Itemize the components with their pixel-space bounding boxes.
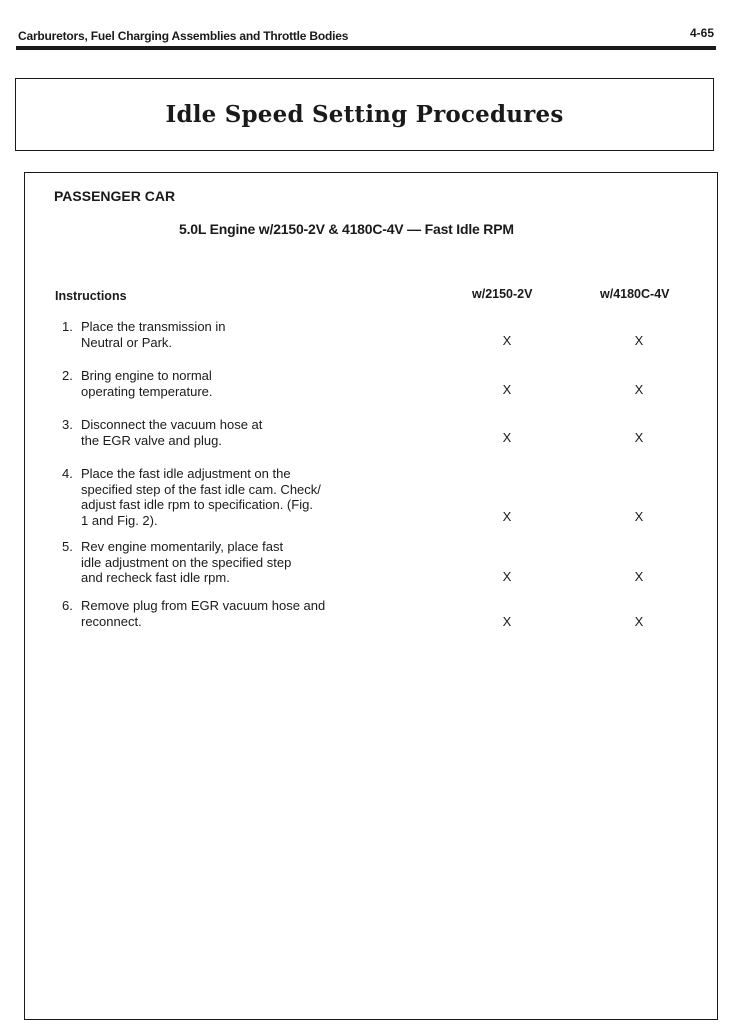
running-head-title: Carburetors, Fuel Charging Assemblies and Throttle Bodies xyxy=(18,29,349,43)
check-mark-4180c-4v: X xyxy=(634,430,644,445)
procedure-step xyxy=(62,539,362,586)
check-mark-2150-2v: X xyxy=(502,333,512,348)
step-text: Rev engine momentarily, place fast idle adjustment on the specified step and recheck fast idle rpm. xyxy=(81,539,292,585)
procedure-step xyxy=(62,466,362,528)
check-mark-2150-2v: X xyxy=(502,569,512,584)
step-number: 1. xyxy=(62,319,73,334)
step-text: Bring engine to normal operating temperature. xyxy=(81,368,213,399)
column-header-4180c-4v: w/4180C-4V xyxy=(600,287,670,301)
check-mark-4180c-4v: X xyxy=(634,569,644,584)
step-number: 5. xyxy=(62,539,73,554)
procedure-box xyxy=(24,172,718,1020)
step-text: Place the fast idle adjustment on the specified step of the fast idle cam. Check/ adjust fast idle rpm to specification. (Fig. 1 and Fig. 2). xyxy=(81,466,321,528)
page-title: Idle Speed Setting Procedures xyxy=(165,101,564,128)
procedure-step xyxy=(62,417,362,448)
page-number: 4-65 xyxy=(689,26,714,40)
step-text: Place the transmission in Neutral or Park. xyxy=(81,319,226,350)
check-mark-4180c-4v: X xyxy=(634,509,644,524)
procedure-step xyxy=(62,368,362,399)
column-header-instructions: Instructions xyxy=(55,289,127,303)
step-number: 4. xyxy=(62,466,73,481)
column-header-2150-2v: w/2150-2V xyxy=(472,287,533,301)
step-text: Disconnect the vacuum hose at the EGR valve and plug. xyxy=(81,417,263,448)
step-number: 2. xyxy=(62,368,73,383)
check-mark-2150-2v: X xyxy=(502,382,512,397)
check-mark-4180c-4v: X xyxy=(634,614,644,629)
check-mark-2150-2v: X xyxy=(502,430,512,445)
check-mark-4180c-4v: X xyxy=(634,382,644,397)
step-number: 3. xyxy=(62,417,73,432)
step-number: 6. xyxy=(62,598,73,613)
check-mark-2150-2v: X xyxy=(502,509,512,524)
header-rule xyxy=(16,46,716,50)
step-text: Remove plug from EGR vacuum hose and reconnect. xyxy=(81,598,326,629)
section-subtitle: 5.0L Engine w/2150-2V & 4180C-4V — Fast Idle RPM xyxy=(179,221,514,237)
title-box xyxy=(15,78,714,151)
procedure-step xyxy=(62,598,362,629)
check-mark-2150-2v: X xyxy=(502,614,512,629)
section-heading: PASSENGER CAR xyxy=(54,188,176,204)
procedure-step xyxy=(62,319,362,350)
check-mark-4180c-4v: X xyxy=(634,333,644,348)
